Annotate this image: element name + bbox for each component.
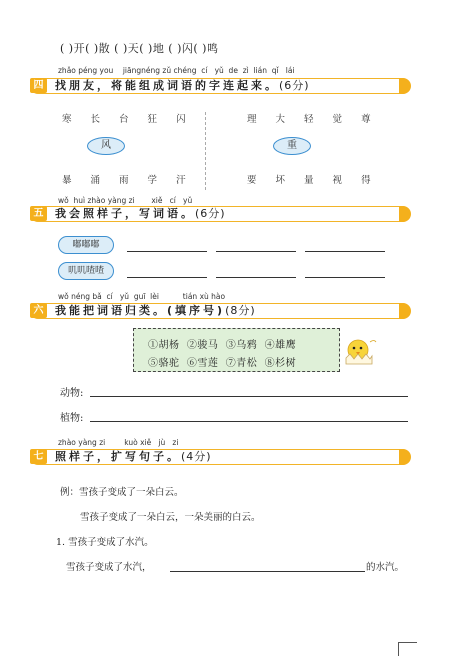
section4-title-text: 找朋友，将能组成词语的字连起来。 xyxy=(55,79,279,92)
question-1-answer-line[interactable] xyxy=(170,571,365,572)
right-chars-top: 理 大 轻 觉 尊 xyxy=(247,114,379,125)
section4-number: 四 xyxy=(30,78,47,93)
example-word-2: 叽叽喳喳 xyxy=(58,262,114,280)
section6-title-text: 我能把词语归类。(填序号) xyxy=(55,304,226,317)
section5-number: 五 xyxy=(30,206,47,221)
section5-title xyxy=(55,207,226,221)
chick-icon xyxy=(340,332,380,368)
answer-line-2b[interactable] xyxy=(216,277,296,278)
section6-pinyin: wǒ néng bǎ cí yǔ guī lèi tián xù hào xyxy=(58,292,226,301)
answer-line-2a[interactable] xyxy=(127,277,207,278)
section7-pinyin: zhào yàng zi kuò xiě jù zi xyxy=(58,438,179,447)
answer-line-2c[interactable] xyxy=(305,277,385,278)
section4-score: (6分) xyxy=(279,79,310,92)
top-row-blanks: ( )开( )散 ( )天( )地 ( )闪( )鸣 xyxy=(60,42,219,55)
section6-number: 六 xyxy=(30,303,47,318)
question-1-answer-prefix: 雪孩子变成了水汽， xyxy=(66,562,152,573)
question-1: 1. 雪孩子变成了水汽。 xyxy=(56,537,154,548)
answer-line-1a[interactable] xyxy=(127,251,207,252)
animals-answer-line[interactable] xyxy=(90,396,408,397)
right-chars-bottom: 要 坏 量 视 得 xyxy=(247,175,379,186)
section7-score: (4分) xyxy=(181,450,212,463)
section5-header-cap xyxy=(399,206,411,222)
section7-number: 七 xyxy=(30,449,47,464)
section5-header xyxy=(30,206,410,222)
section5-pinyin: wǒ huì zhào yàng zi xiě cí yǔ xyxy=(58,196,193,205)
section7-header xyxy=(30,449,410,465)
page-corner-mark xyxy=(398,642,417,656)
word-bank-row-2: ⑤骆驼 ⑥雪莲 ⑦青松 ⑧杉树 xyxy=(148,358,297,369)
word-bank-row-1: ①胡杨 ②骏马 ③乌鸦 ④雄鹰 xyxy=(148,340,297,351)
section6-header-cap xyxy=(399,303,411,319)
answer-line-1b[interactable] xyxy=(216,251,296,252)
right-center-char: 重 xyxy=(273,137,311,155)
section5-score: (6分) xyxy=(195,207,226,220)
animals-label: 动物: xyxy=(60,388,84,399)
section4-header-cap xyxy=(399,78,411,94)
question-1-answer-suffix: 的水汽。 xyxy=(366,562,405,573)
section5-title-text: 我会照样子，写词语。 xyxy=(55,207,195,220)
left-chars-bottom: 暴 涌 雨 学 汗 xyxy=(62,175,194,186)
plants-label: 植物: xyxy=(60,413,84,424)
section7-title xyxy=(55,450,212,464)
example-sentence: 例：雪孩子变成了一朵白云。 xyxy=(60,487,184,498)
answer-line-1c[interactable] xyxy=(305,251,385,252)
section6-title xyxy=(55,304,256,318)
example-word-1: 嘟嘟嘟 xyxy=(58,236,114,254)
plants-answer-line[interactable] xyxy=(90,421,408,422)
section4-pinyin: zhǎo péng you jiāngnéng zǔ chéng cí yǔ de zì lián qǐ lái xyxy=(58,66,295,75)
section6-header xyxy=(30,303,410,319)
section4-divider xyxy=(205,112,206,190)
section4-title xyxy=(55,79,310,93)
example-expanded: 雪孩子变成了一朵白云，一朵美丽的白云。 xyxy=(80,512,261,523)
word-bank-box xyxy=(133,328,340,372)
section7-header-cap xyxy=(399,449,411,465)
section6-score: (8分) xyxy=(225,304,256,317)
section7-title-text: 照样子，扩写句子。 xyxy=(55,450,181,463)
left-center-char: 风 xyxy=(87,137,125,155)
left-chars-top: 寒 长 台 狂 闪 xyxy=(62,114,194,125)
section4-header xyxy=(30,78,410,94)
